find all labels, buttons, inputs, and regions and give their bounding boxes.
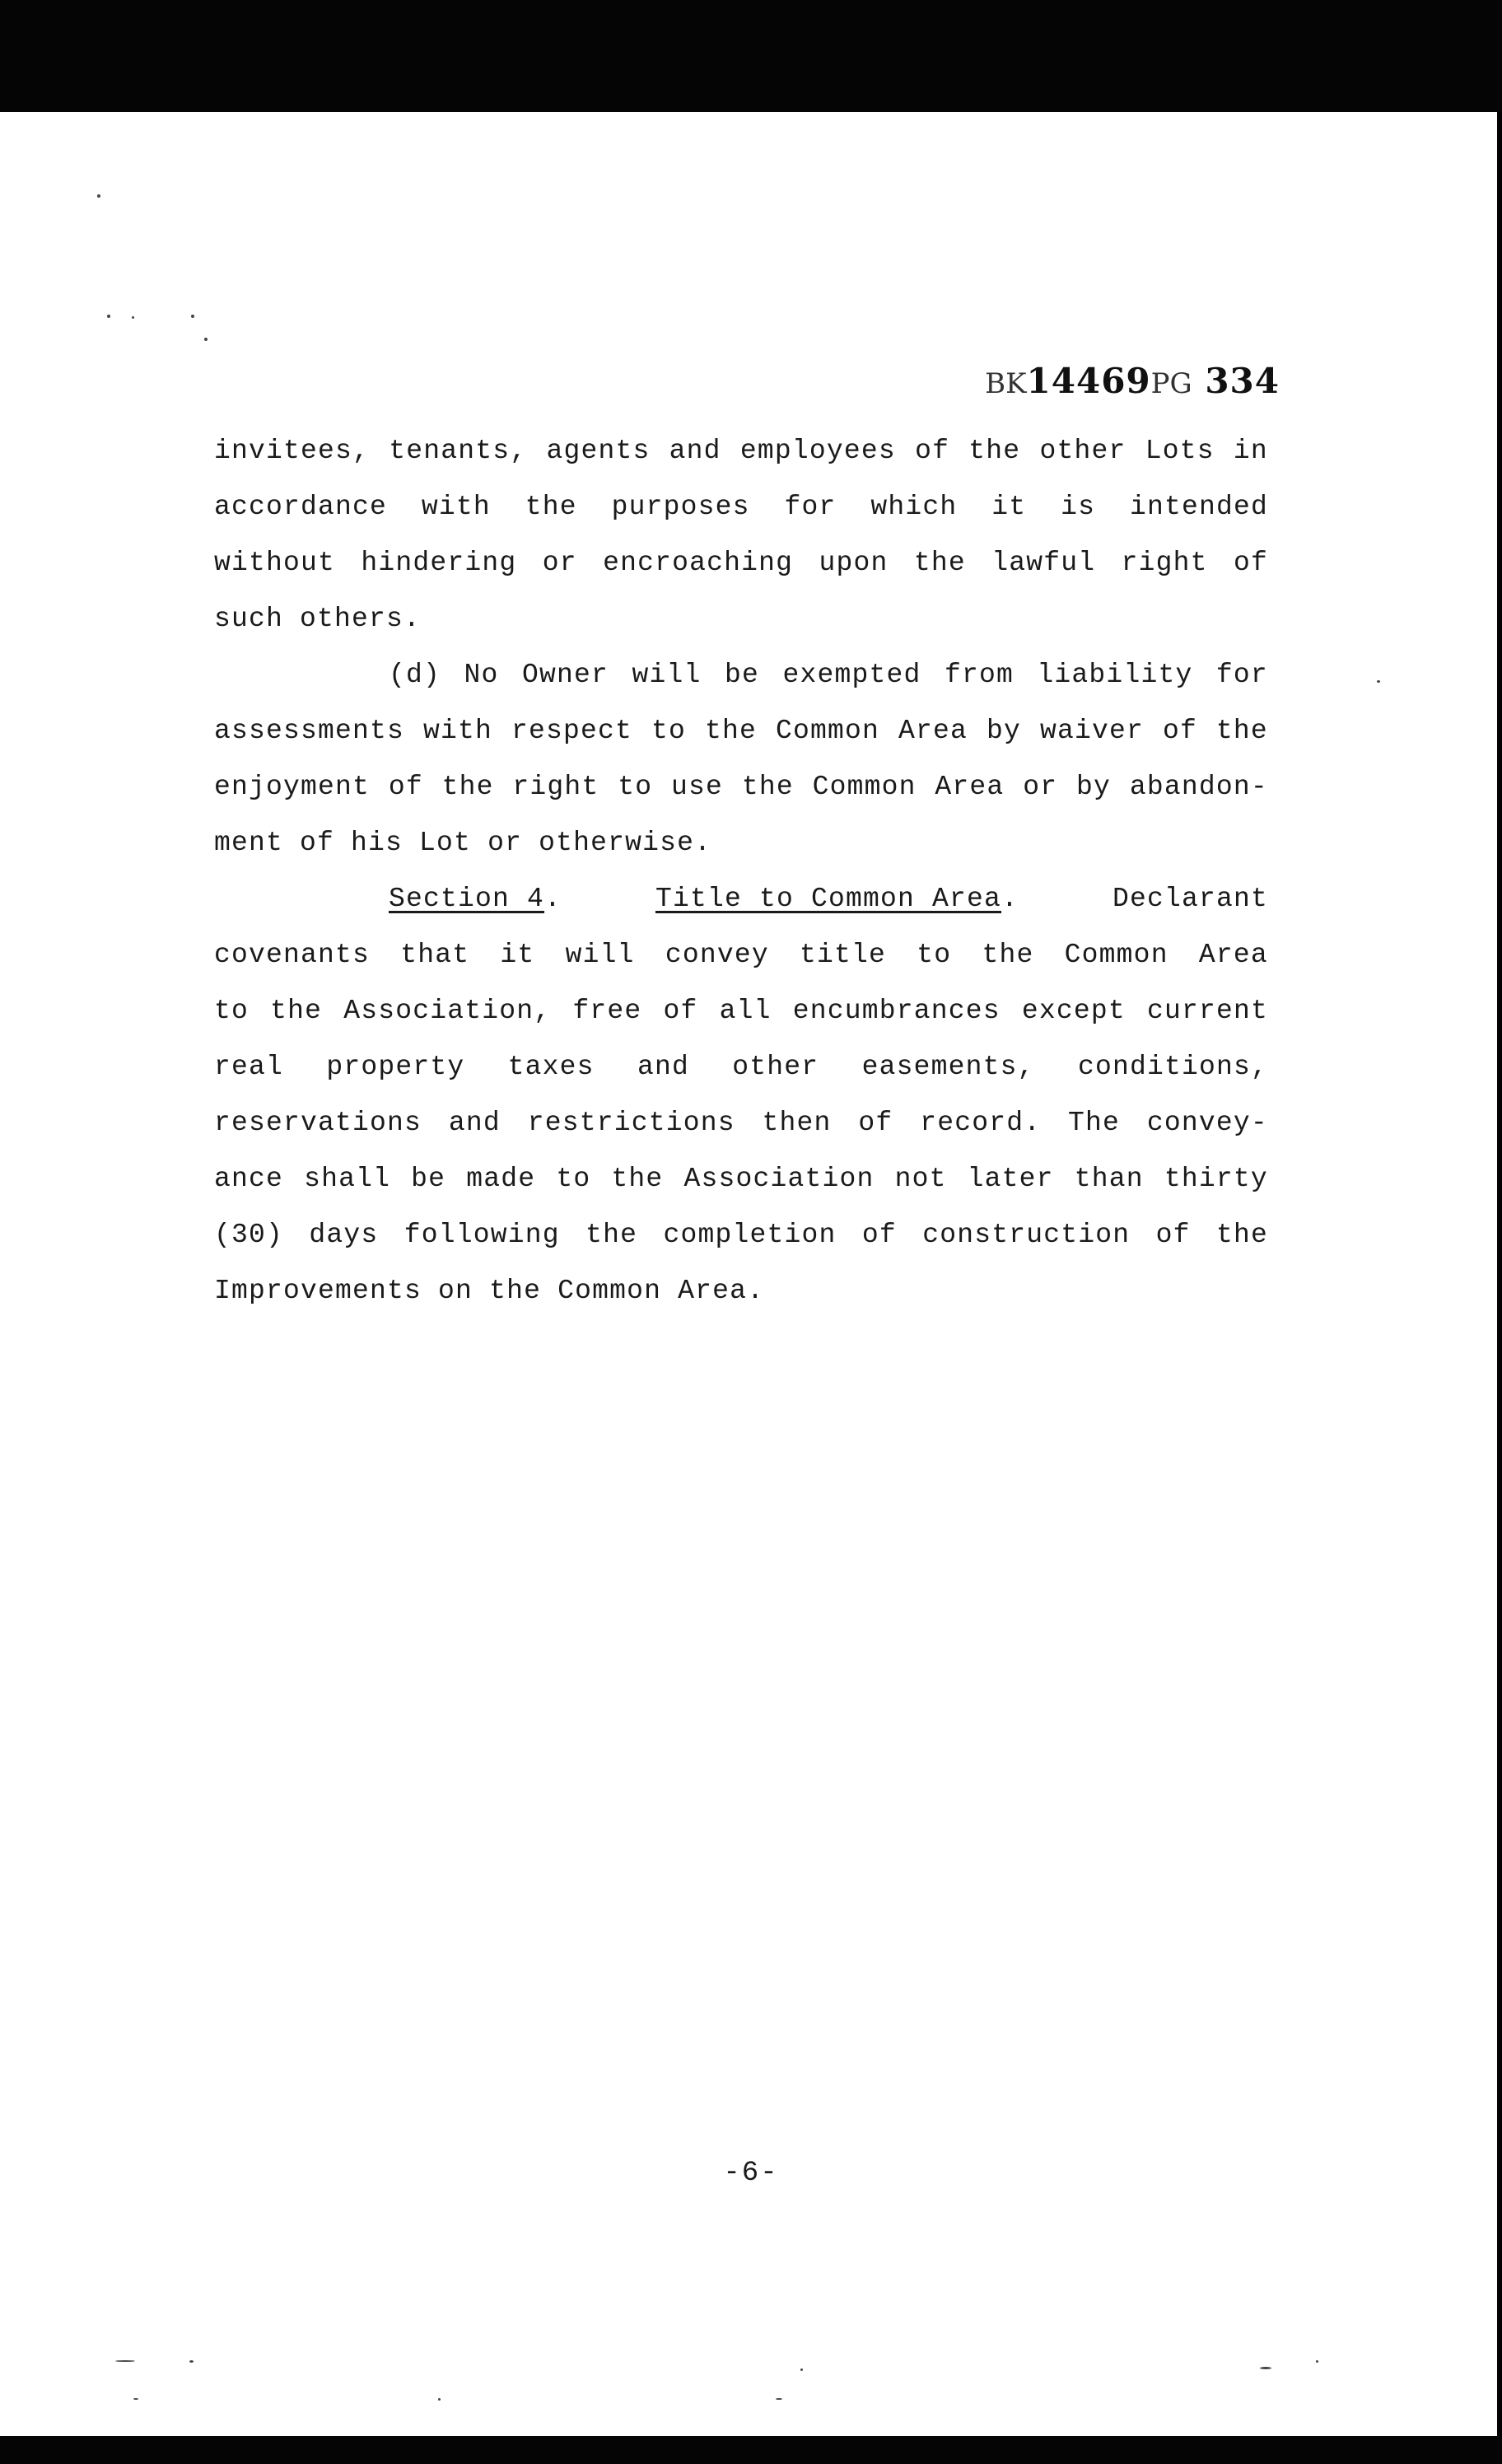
word: encroaching (603, 548, 794, 578)
word: to (214, 996, 250, 1026)
word: of (663, 996, 698, 1026)
scan-speck (1260, 2367, 1271, 2369)
scan-speck (204, 338, 208, 341)
word: lawful (991, 548, 1096, 578)
word: Association, (343, 996, 552, 1026)
scan-speck (107, 315, 110, 318)
word: of (1233, 548, 1268, 578)
text-line (214, 759, 1268, 815)
word: upon (819, 548, 889, 578)
word: right (1121, 548, 1208, 578)
word: is (1061, 492, 1096, 522)
word: the (1215, 716, 1268, 746)
word: to (651, 716, 687, 746)
word: the (704, 716, 757, 746)
word: enjoyment (214, 772, 371, 802)
subsection-marker: (d) (389, 660, 441, 690)
word: later (967, 1164, 1054, 1194)
word: not (894, 1164, 947, 1194)
word: to (556, 1164, 591, 1194)
word: by (986, 716, 1021, 746)
word: the (741, 772, 794, 802)
word: Lots (1145, 436, 1215, 466)
word: of (1155, 1220, 1191, 1250)
word: be (411, 1164, 446, 1194)
word: of (1162, 716, 1197, 746)
word: real (214, 1052, 284, 1082)
word: reservations (214, 1108, 422, 1138)
word: convey- (1146, 1108, 1268, 1138)
word: Common (557, 1276, 662, 1306)
word: then (762, 1108, 832, 1138)
word: tenants, (389, 436, 528, 466)
word: for (1215, 660, 1268, 690)
word: to (917, 940, 952, 970)
word: abandon- (1129, 772, 1268, 802)
scan-speck (438, 2398, 441, 2401)
word: except (1021, 996, 1126, 1026)
word: ance (214, 1164, 284, 1194)
book-page-reference (985, 361, 1280, 401)
word: others. (300, 604, 422, 634)
word: than (1074, 1164, 1144, 1194)
text-line (214, 479, 1268, 535)
word: the (611, 1164, 664, 1194)
text-line (214, 1095, 1268, 1151)
word: title (800, 940, 887, 970)
text-line (214, 927, 1268, 983)
word: restrictions (527, 1108, 735, 1138)
word: intended (1129, 492, 1268, 522)
scan-speck (800, 2368, 803, 2371)
word: respect (511, 716, 633, 746)
word: property (326, 1052, 465, 1082)
recorded-page-number: 334 (1205, 361, 1280, 401)
word: Area (898, 716, 968, 746)
word: accordance (214, 492, 388, 522)
word: days (309, 1220, 379, 1250)
word: the (968, 436, 1021, 466)
word: for (784, 492, 837, 522)
word: the (913, 548, 966, 578)
word: the (585, 1220, 638, 1250)
word: without (214, 548, 336, 578)
word: convey (665, 940, 769, 970)
word: will (632, 660, 702, 690)
word: shall (304, 1164, 391, 1194)
word: the (441, 772, 494, 802)
word: hindering (361, 548, 517, 578)
text-line (214, 815, 1268, 871)
word: agents (546, 436, 651, 466)
text-line (214, 1151, 1268, 1207)
word: assessments (214, 716, 405, 746)
scan-speck (189, 2360, 194, 2363)
word: ment (214, 828, 284, 858)
word: purposes (611, 492, 750, 522)
word: other (1039, 436, 1126, 466)
word: by (1076, 772, 1112, 802)
word: exempted (782, 660, 921, 690)
word: the (270, 996, 323, 1026)
scan-speck (133, 2398, 138, 2400)
section-heading-line (214, 871, 1268, 927)
word: made (466, 1164, 536, 1194)
scan-speck (132, 316, 134, 319)
word: invitees, (214, 436, 371, 466)
word: right (512, 772, 599, 802)
word: taxes (507, 1052, 595, 1082)
text-line (214, 1207, 1268, 1263)
word: to (618, 772, 653, 802)
text-line (214, 983, 1268, 1039)
scan-border-top (0, 0, 1502, 112)
text-line (214, 1263, 1268, 1319)
word: it (991, 492, 1027, 522)
document-body (214, 423, 1268, 1319)
page-footer-number: -6- (723, 2158, 779, 2189)
scan-speck (1377, 680, 1380, 683)
word: Area. (678, 1276, 765, 1306)
word: encumbrances (792, 996, 1001, 1026)
word: Lot (419, 828, 472, 858)
word: and (669, 436, 721, 466)
text-line (214, 1039, 1268, 1095)
scan-border-bottom (0, 2436, 1502, 2464)
word: from (944, 660, 1014, 690)
word: Owner (521, 660, 609, 690)
word: such (214, 604, 284, 634)
word: easements, (861, 1052, 1035, 1082)
word: in (1233, 436, 1268, 466)
word: of (861, 1220, 897, 1250)
word: his (351, 828, 403, 858)
word: use (671, 772, 724, 802)
word: covenants (214, 940, 371, 970)
scan-speck (776, 2398, 782, 2400)
word: or (1023, 772, 1058, 802)
word: other (732, 1052, 819, 1082)
section-label: Section 4. (389, 884, 562, 914)
word: following (403, 1220, 560, 1250)
word: and (637, 1052, 689, 1082)
text-line (214, 591, 1268, 647)
word: conditions, (1077, 1052, 1268, 1082)
scan-speck (115, 2360, 135, 2362)
word: Common (775, 716, 879, 746)
text-line (214, 423, 1268, 479)
word: the (525, 492, 577, 522)
word: which (870, 492, 958, 522)
word: or (487, 828, 523, 858)
text-line (214, 647, 1268, 703)
word: otherwise. (539, 828, 712, 858)
word: construction (922, 1220, 1131, 1250)
word: with (421, 492, 491, 522)
word: free (572, 996, 642, 1026)
word: current (1146, 996, 1268, 1026)
word: the (982, 940, 1034, 970)
section-title: Title to Common Area. (655, 884, 1019, 914)
word: it (500, 940, 535, 970)
word: Declarant (1112, 884, 1268, 914)
book-prefix: BK (985, 367, 1027, 400)
word: liability (1037, 660, 1193, 690)
word: employees (739, 436, 896, 466)
word: No (464, 660, 499, 690)
word: Association (683, 1164, 875, 1194)
word: of (388, 772, 423, 802)
word: will (565, 940, 635, 970)
word: be (724, 660, 759, 690)
word: on (438, 1276, 473, 1306)
word: or (542, 548, 577, 578)
scan-speck (191, 315, 194, 318)
page-prefix: PG (1150, 367, 1192, 400)
word: record. (920, 1108, 1042, 1138)
word: of (300, 828, 335, 858)
word: Area (935, 772, 1005, 802)
word: Improvements (214, 1276, 422, 1306)
word: waiver (1039, 716, 1144, 746)
word: the (489, 1276, 542, 1306)
word: Common (812, 772, 917, 802)
word: (30) (214, 1220, 284, 1250)
word: completion (663, 1220, 837, 1250)
word: with (423, 716, 493, 746)
scan-speck (1316, 2360, 1318, 2363)
text-line (214, 535, 1268, 591)
word: Area (1198, 940, 1268, 970)
word: thirty (1164, 1164, 1268, 1194)
word: and (448, 1108, 501, 1138)
word: of (858, 1108, 893, 1138)
scan-speck (97, 194, 100, 198)
text-line (214, 703, 1268, 759)
book-number: 14469 (1026, 361, 1151, 401)
word: all (719, 996, 772, 1026)
word: The (1068, 1108, 1121, 1138)
word: of (915, 436, 950, 466)
word: the (1215, 1220, 1268, 1250)
word: that (400, 940, 470, 970)
word: Common (1064, 940, 1168, 970)
